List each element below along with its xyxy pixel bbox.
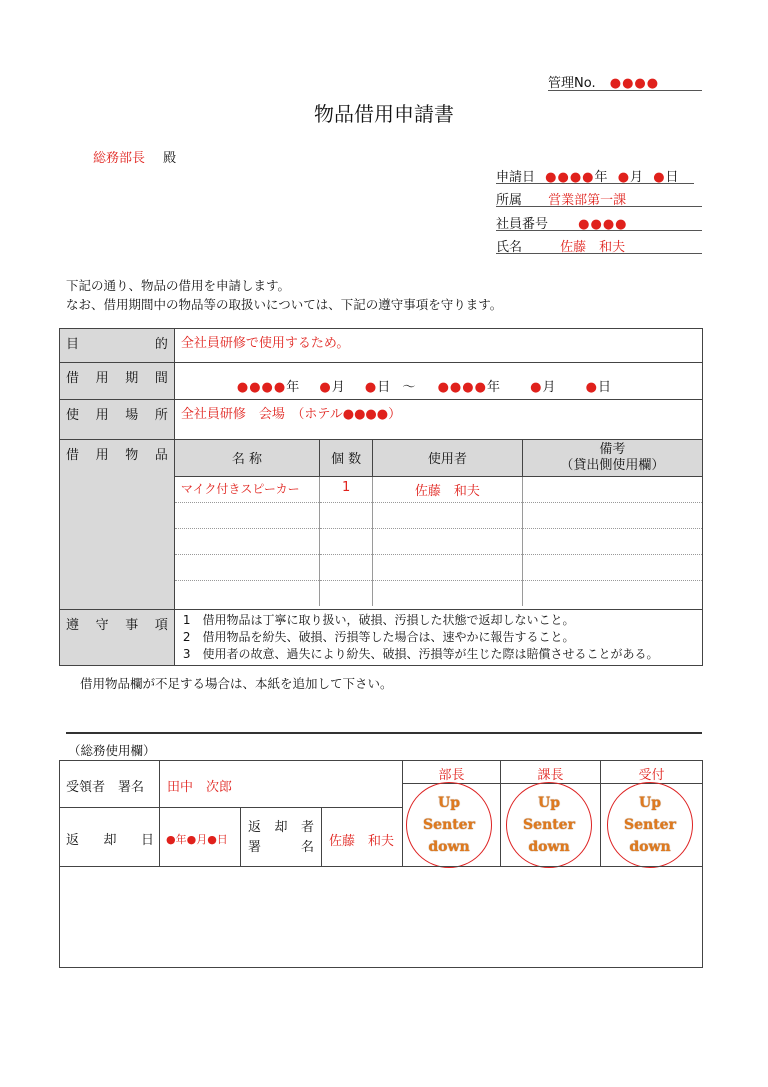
rule-item: 3 使用者の故意、過失により紛失、破損、汚損等が生じた際は賠償させることがある。: [182, 647, 659, 661]
returner-value: 佐藤 和夫: [329, 834, 395, 849]
place-label-cell: [60, 400, 175, 440]
purpose-label-cell: [60, 329, 175, 363]
item-note: [522, 528, 702, 554]
intro-line-1: 下記の通り、物品の借用を申請します。: [66, 278, 291, 293]
rules-cell: [174, 610, 702, 666]
items-header-user: 使用者: [373, 440, 523, 476]
period-end-year: ●●●●: [437, 379, 487, 395]
place-cell[interactable]: [174, 400, 702, 440]
items-label-cell: [60, 440, 175, 610]
page-title: 物品借用申請書: [314, 102, 454, 126]
footnote: 借用物品欄が不足する場合は、本紙を追加して下さい。: [80, 676, 393, 691]
table-row[interactable]: [175, 554, 702, 580]
item-note: [522, 554, 702, 580]
items-header-note: 備考 （貸出側使用欄）: [522, 440, 702, 476]
item-name: [175, 528, 320, 554]
application-date-month: ●: [617, 170, 631, 185]
admin-section-label: （総務使用欄）: [68, 743, 156, 758]
employee-number-value: ●●●●: [578, 217, 628, 232]
return-date-value: ●年●月●日: [166, 833, 228, 846]
table-row[interactable]: [175, 528, 702, 554]
return-date-label: 返 却 日: [66, 833, 154, 848]
rules-label-cell: [60, 610, 175, 666]
item-user: [373, 528, 523, 554]
application-form: [59, 328, 703, 666]
period-end-month: ●: [530, 379, 543, 395]
item-name: [175, 554, 320, 580]
section-divider: [66, 732, 702, 734]
receiver-label: 受領者 署名: [66, 780, 145, 795]
department-label: 所属: [496, 193, 523, 208]
period-tilde: ～: [402, 379, 416, 395]
table-row[interactable]: [175, 502, 702, 528]
applicant-name-label: 氏名: [496, 240, 523, 255]
place-label: 使 用 場 所: [66, 408, 168, 423]
period-label: 借 用 期 間: [66, 371, 168, 386]
rules-label: 遵 守 事 項: [66, 618, 168, 633]
seal-stamp-section-head: Up Senter down: [506, 782, 592, 868]
addressee: [93, 147, 176, 166]
month-unit: 月: [630, 170, 644, 185]
intro-text: [66, 276, 502, 314]
item-user: [373, 580, 523, 606]
purpose-value: 全社員研修で使用するため。: [180, 336, 350, 351]
item-qty: 1: [320, 476, 373, 502]
period-end-day: ●: [585, 379, 598, 395]
item-name: マイク付きスピーカー: [175, 476, 320, 502]
period-cell[interactable]: [174, 363, 702, 400]
item-user: 佐藤 和夫: [373, 476, 523, 502]
table-row[interactable]: [175, 580, 702, 606]
department: [496, 189, 702, 207]
item-note: [522, 580, 702, 606]
intro-line-2: なお、借用期間中の物品等の取扱いについては、下記の遵守事項を守ります。: [66, 297, 503, 312]
rule-item: 1 借用物品は丁寧に取り扱い，破損、汚損した状態で返却しないこと。: [182, 613, 575, 627]
application-date-day: ●: [653, 170, 666, 185]
item-user: [373, 554, 523, 580]
purpose-label: 目 的: [66, 337, 168, 352]
period-start-year: ●●●●: [236, 379, 287, 395]
rule-item: 2 借用物品を紛失、破損、汚損等した場合は、速やかに報告すること。: [182, 630, 575, 644]
stamp-header-label: 課長: [537, 768, 564, 783]
seal-stamp-reception: Up Senter down: [607, 782, 693, 868]
period-value: ●●●●年 ●月 ●日 ～ ●●●●年 ●月 ●日: [236, 379, 611, 395]
items-header-name: 名 称: [175, 440, 320, 476]
item-note: [522, 502, 702, 528]
addressee-name: 総務部長: [93, 151, 146, 166]
items-label: 借 用 物 品: [66, 448, 168, 463]
returner-label: 返 却 者 署 名: [248, 820, 314, 855]
employee-number: [496, 213, 702, 231]
admin-notes-area[interactable]: [59, 866, 703, 968]
employee-number-label: 社員番号: [496, 217, 549, 232]
item-qty: [320, 580, 373, 606]
applicant-name-value: 佐藤 和夫: [560, 240, 626, 255]
period-start-month: ●: [319, 379, 332, 395]
items-header-qty: 個 数: [320, 440, 373, 476]
item-qty: [320, 502, 373, 528]
stamp-header-label: 部長: [438, 768, 465, 783]
item-name: [175, 502, 320, 528]
application-date-year: ●●●●: [545, 170, 595, 185]
items-cell: [174, 440, 702, 610]
item-note: [522, 476, 702, 502]
item-qty: [320, 554, 373, 580]
day-unit: 日: [665, 170, 679, 185]
addressee-suffix: 殿: [163, 151, 177, 166]
department-value: 営業部第一課: [548, 193, 627, 208]
items-table: [175, 440, 702, 606]
year-unit: 年: [594, 170, 608, 185]
seal-stamp-department-head: Up Senter down: [406, 782, 492, 868]
stamp-header-label: 受付: [638, 768, 665, 783]
period-start-day: ●: [364, 379, 378, 395]
control-number-label: 管理No.: [548, 76, 596, 91]
application-date: [496, 166, 694, 184]
rules-list: [175, 610, 702, 665]
place-value: 全社員研修 会場 （ホテル●●●●）: [180, 407, 402, 422]
control-number-value: ●●●●: [609, 76, 660, 91]
item-name: [175, 580, 320, 606]
control-number: [548, 72, 702, 91]
item-qty: [320, 528, 373, 554]
table-row[interactable]: [175, 476, 702, 502]
item-user: [373, 502, 523, 528]
application-date-label: 申請日: [496, 170, 536, 185]
purpose-cell[interactable]: [174, 329, 702, 363]
applicant-name: [496, 236, 702, 254]
receiver-value: 田中 次郎: [167, 780, 233, 795]
period-label-cell: [60, 363, 175, 400]
